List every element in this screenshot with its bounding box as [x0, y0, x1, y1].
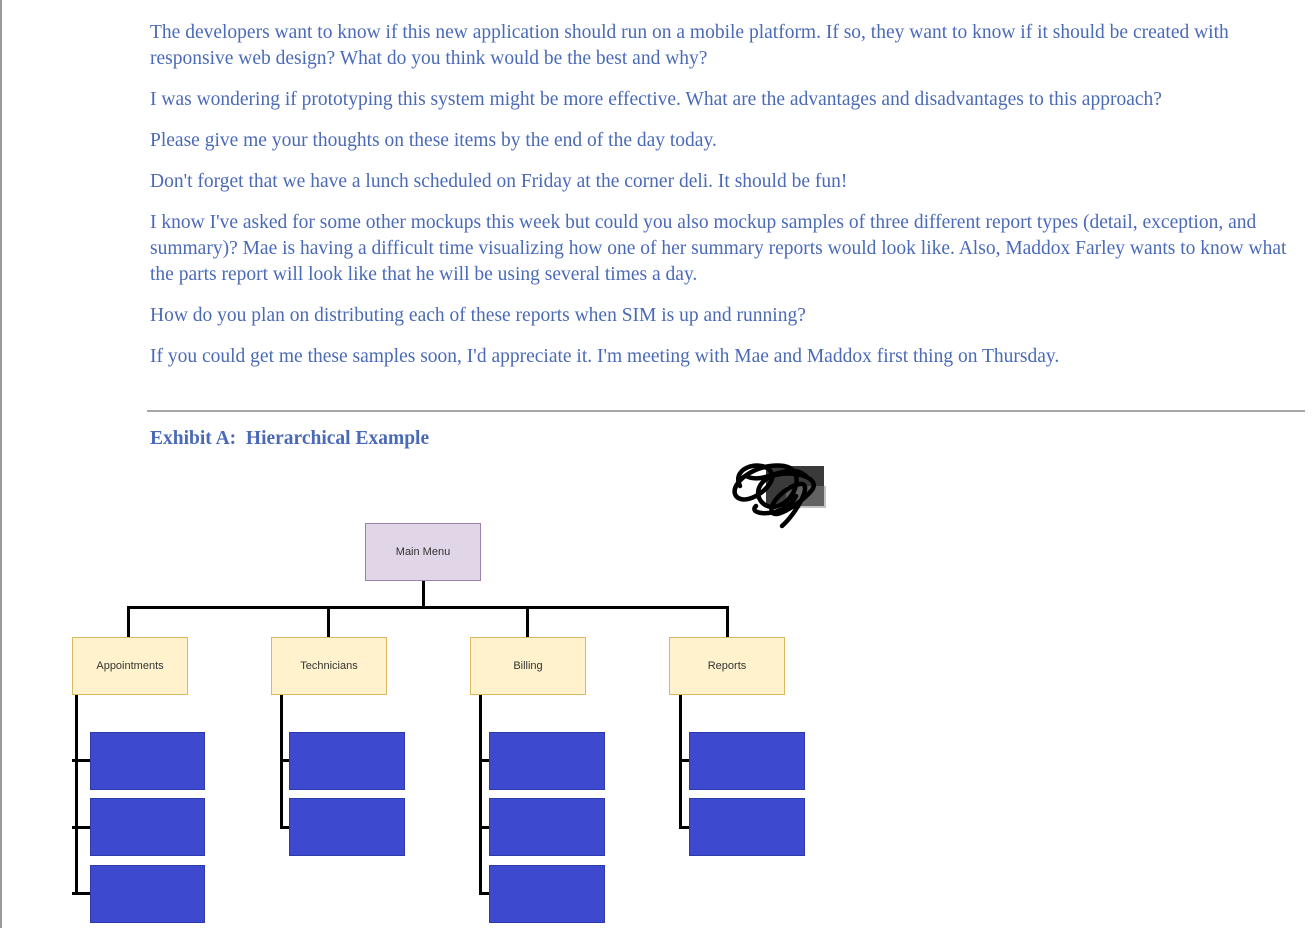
main-menu-node: Main Menu: [365, 523, 481, 581]
redacted-submenu-box: [289, 798, 405, 856]
redacted-submenu-box: [90, 798, 205, 856]
horizontal-connector: [127, 606, 729, 609]
memo-paragraph: I know I've asked for some other mockups this week but could you also mockup samples of three different report types (detail, exception, and summary)? Mae is having a difficult time visualizing how one of her summary reports would look like. Also, Maddox Farley wants to know what the parts report will look like that he will be using several times a day.: [150, 212, 1287, 285]
drop-connector: [726, 606, 729, 638]
drop-connector: [526, 606, 529, 638]
memo-paragraph: Don't forget that we have a lunch scheduled on Friday at the corner deli. It should be fun!: [150, 171, 848, 192]
branch-connector: [72, 759, 92, 762]
drop-connector: [327, 606, 330, 638]
branch-connector: [280, 695, 283, 829]
branch-connector: [679, 695, 682, 829]
redacted-submenu-box: [489, 732, 605, 790]
section-divider: [147, 410, 1305, 412]
root-connector: [422, 580, 425, 608]
redacted-submenu-box: [489, 865, 605, 923]
branch-connector: [75, 695, 78, 895]
redacted-submenu-box: [90, 732, 205, 790]
redacted-submenu-box: [689, 732, 805, 790]
appointments-node: Appointments: [72, 637, 188, 695]
memo-paragraph: I was wondering if prototyping this system might be more effective. What are the advantages and disadvantages to this approach?: [150, 89, 1162, 110]
redacted-submenu-box: [489, 798, 605, 856]
redacted-submenu-box: [289, 732, 405, 790]
memo-paragraph: Please give me your thoughts on these items by the end of the day today.: [150, 130, 717, 151]
branch-connector: [479, 695, 482, 895]
redacted-submenu-box: [689, 798, 805, 856]
exhibit-title: Exhibit A: Hierarchical Example: [150, 428, 430, 449]
reports-node: Reports: [669, 637, 785, 695]
billing-node: Billing: [470, 637, 586, 695]
memo-paragraph: If you could get me these samples soon, I'd appreciate it. I'm meeting with Mae and Maddox first thing on Thursday.: [150, 346, 1060, 367]
memo-paragraph: The developers want to know if this new application should run on a mobile platform. If so, they want to know if it should be created with responsive web design? What do you think would be the best and why?: [150, 22, 1229, 69]
drop-connector: [127, 606, 130, 638]
memo-paragraph: How do you plan on distributing each of these reports when SIM is up and running?: [150, 305, 806, 326]
memo-body: [150, 20, 1295, 385]
redacted-submenu-box: [90, 865, 205, 923]
branch-connector: [72, 892, 92, 895]
branch-connector: [72, 826, 92, 829]
hierarchy-chart: [0, 500, 900, 928]
technicians-node: Technicians: [271, 637, 387, 695]
